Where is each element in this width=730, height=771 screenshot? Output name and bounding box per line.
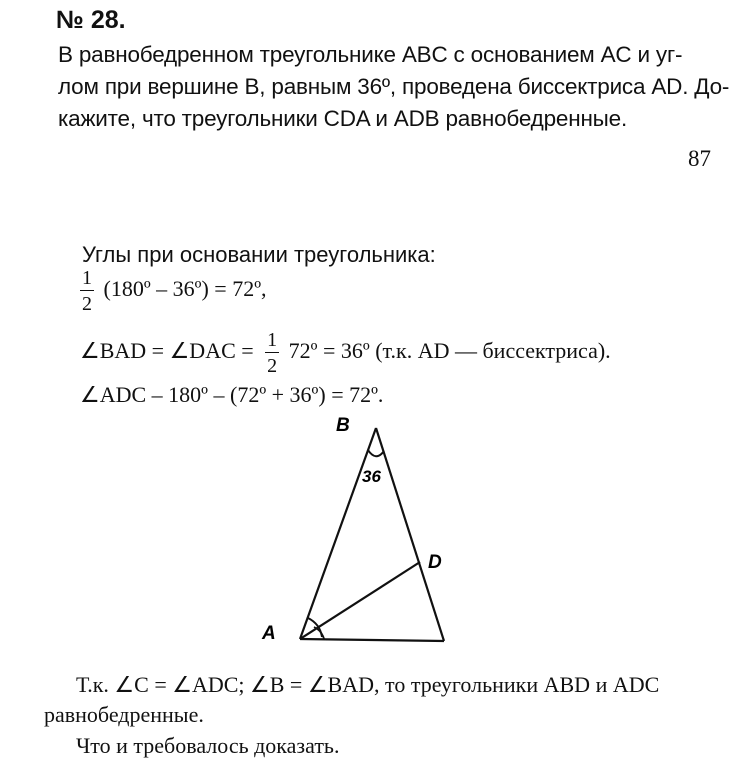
label-a: A (262, 623, 276, 644)
side-ac (300, 639, 444, 641)
task-number: № 28. (56, 6, 126, 34)
formula-2-right: 72º = 36º (т.к. AD — биссектриса). (288, 338, 611, 364)
conclusion-line-1: Т.к. ∠C = ∠ADC; ∠B = ∠BAD, то треугольники ABD и ADC (76, 672, 660, 697)
angle-b-arc (368, 450, 384, 456)
formula-1-text: (180º – 36º) = 72º, (103, 276, 267, 302)
triangle-figure (250, 410, 470, 655)
label-b: B (336, 415, 350, 436)
final-statement: Что и требовалось доказать. (76, 733, 340, 758)
fraction-one-half: $\frac{1}{2}$ (82, 267, 92, 315)
problem-line-1: В равнобедренном треугольнике ABC с основанием AC и уг- (58, 42, 683, 67)
formula-bisector-angles (80, 330, 611, 376)
formula-2-left: ∠BAD = ∠DAC = (80, 338, 254, 364)
conclusion-line-2: равнобедренные. (44, 702, 204, 727)
side-bc (376, 428, 444, 641)
label-d: D (428, 552, 442, 573)
solution-intro: Углы при основании треугольника: (82, 242, 436, 267)
formula-base-angles (80, 268, 267, 314)
side-ab (300, 428, 376, 639)
angle-b-value: 36 (362, 467, 381, 486)
formula-adc-angle: ∠ADC – 180º – (72º + 36º) = 72º. (80, 382, 384, 407)
page-number: 87 (688, 146, 711, 171)
problem-line-2: лом при вершине B, равным 36º, проведена биссектриса AD. До- (58, 74, 730, 99)
fraction-one-half-2: $\frac{1}{2}$ (267, 329, 278, 377)
problem-line-3: кажите, что треугольники CDA и ADB равнобедренные. (58, 106, 628, 131)
